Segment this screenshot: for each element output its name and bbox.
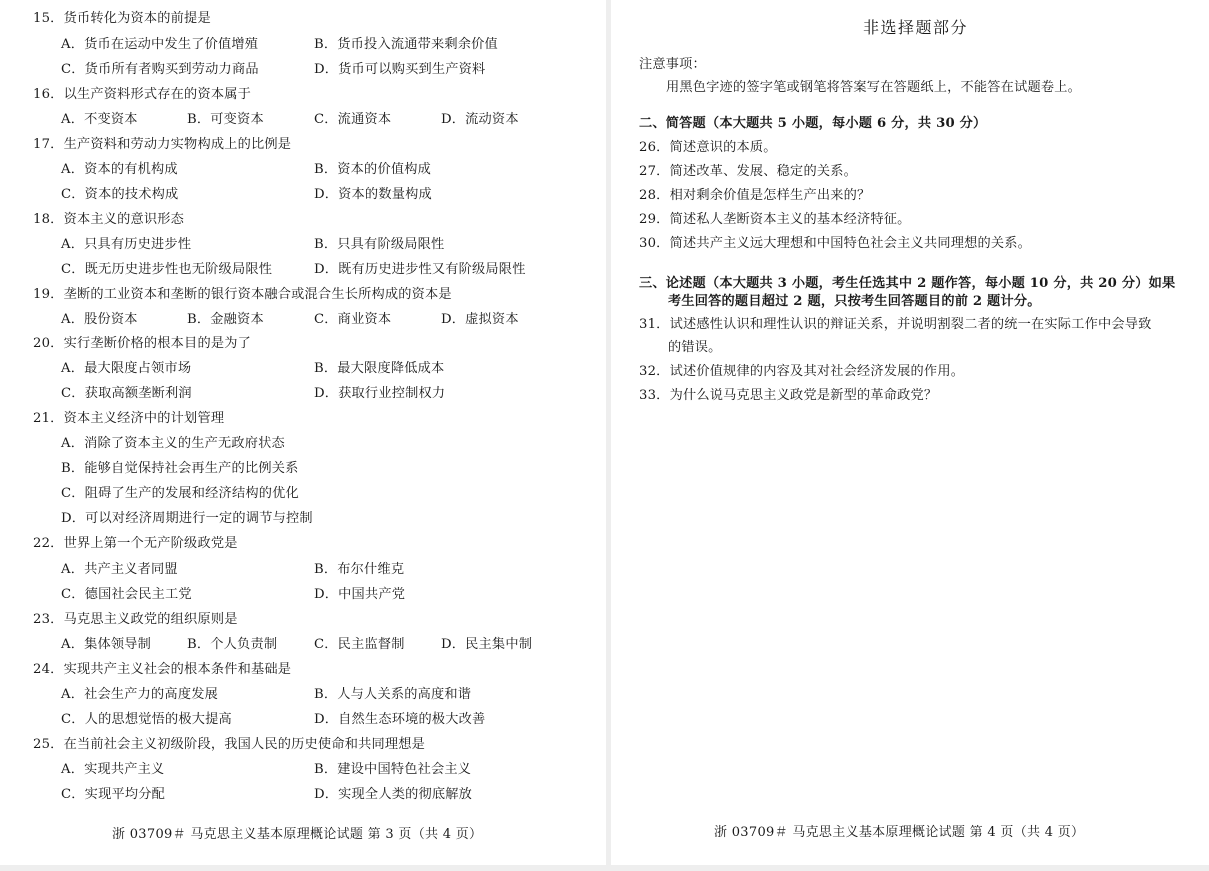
question-18-option-a: A．只具有历史进步性: [61, 237, 192, 252]
notice-text: 用黑色字迹的签字笔或钢笔将答案写在答题纸上，不能答在试题卷上。: [666, 80, 1082, 95]
question-31-line1: 31．试述感性认识和理性认识的辩证关系，并说明割裂二者的统一在实际工作中会导致: [639, 317, 1152, 332]
question-22-option-c: C．德国社会民主工党: [61, 587, 192, 602]
question-32: 32．试述价值规律的内容及其对社会经济发展的作用。: [639, 364, 965, 379]
question-16-option-d: D．流动资本: [441, 112, 519, 127]
question-17-option-d: D．资本的数量构成: [314, 187, 432, 202]
section-2-heading: 二、简答题（本大题共 5 小题，每小题 6 分，共 30 分）: [639, 116, 987, 131]
question-17-option-a: A．资本的有机构成: [61, 162, 178, 177]
question-24-option-b: B．人与人关系的高度和谐: [314, 687, 472, 702]
question-18-stem: 18．资本主义的意识形态: [33, 212, 185, 227]
exam-page-3: [0, 0, 606, 865]
question-30: 30．简述共产主义远大理想和中国特色社会主义共同理想的关系。: [639, 236, 1032, 251]
question-19-stem: 19．垄断的工业资本和垄断的银行资本融合或混合生长所构成的资本是: [33, 287, 452, 302]
question-17-option-b: B．资本的价值构成: [314, 162, 431, 177]
question-27: 27．简述改革、发展、稳定的关系。: [639, 164, 857, 179]
question-23-stem: 23．马克思主义政党的组织原则是: [33, 612, 238, 627]
question-16-stem: 16．以生产资料形式存在的资本属于: [33, 87, 251, 102]
question-15-option-d: D．货币可以购买到生产资料: [314, 62, 486, 77]
question-29: 29．简述私人垄断资本主义的基本经济特征。: [639, 212, 911, 227]
question-17-stem: 17．生产资料和劳动力实物构成上的比例是: [33, 137, 292, 152]
question-23-option-d: D．民主集中制: [441, 637, 533, 652]
question-23-option-c: C．民主监督制: [314, 637, 405, 652]
question-20-option-d: D．获取行业控制权力: [314, 386, 446, 401]
question-22-option-d: D．中国共产党: [314, 587, 406, 602]
question-25-stem: 25．在当前社会主义初级阶段，我国人民的历史使命和共同理想是: [33, 737, 426, 752]
question-21-stem: 21．资本主义经济中的计划管理: [33, 411, 225, 426]
question-23-option-b: B．个人负责制: [187, 637, 278, 652]
question-19-option-a: A．股份资本: [61, 312, 138, 327]
question-25-option-c: C．实现平均分配: [61, 787, 166, 802]
question-18-option-b: B．只具有阶级局限性: [314, 237, 445, 252]
question-15-stem: 15．货币转化为资本的前提是: [33, 11, 211, 26]
question-15-option-c: C．货币所有者购买到劳动力商品: [61, 62, 259, 77]
question-19-option-d: D．虚拟资本: [441, 312, 519, 327]
question-24-stem: 24．实现共产主义社会的根本条件和基础是: [33, 662, 292, 677]
question-20-stem: 20．实行垄断价格的根本目的是为了: [33, 336, 251, 351]
page-3-footer: 浙 03709＃ 马克思主义基本原理概论试题 第 3 页（共 4 页）: [112, 827, 483, 842]
section-title: 非选择题部分: [863, 18, 969, 37]
question-24-option-a: A．社会生产力的高度发展: [61, 687, 218, 702]
question-15-option-b: B．货币投入流通带来剩余价值: [314, 37, 498, 52]
question-20-option-b: B．最大限度降低成本: [314, 361, 445, 376]
section-3-heading-line2: 考生回答的题目超过 2 题，只按考生回答题目的前 2 题计分。: [668, 294, 1041, 309]
question-20-option-a: A．最大限度占领市场: [61, 361, 192, 376]
question-25-option-d: D．实现全人类的彻底解放: [314, 787, 473, 802]
question-16-option-a: A．不变资本: [61, 112, 138, 127]
page-4-footer: 浙 03709＃ 马克思主义基本原理概论试题 第 4 页（共 4 页）: [714, 825, 1085, 840]
question-20-option-c: C．获取高额垄断利润: [61, 386, 192, 401]
question-21-option-b: B．能够自觉保持社会再生产的比例关系: [61, 461, 299, 476]
question-33: 33．为什么说马克思主义政党是新型的革命政党？: [639, 388, 938, 403]
question-24-option-c: C．人的思想觉悟的极大提高: [61, 712, 232, 727]
question-19-option-c: C．商业资本: [314, 312, 392, 327]
question-22-stem: 22．世界上第一个无产阶级政党是: [33, 536, 238, 551]
notice-label: 注意事项：: [639, 57, 706, 72]
question-21-option-a: A．消除了资本主义的生产无政府状态: [61, 436, 285, 451]
question-16-option-b: B．可变资本: [187, 112, 264, 127]
question-22-option-b: B．布尔什维克: [314, 562, 405, 577]
question-22-option-a: A．共产主义者同盟: [61, 562, 178, 577]
question-28: 28．相对剩余价值是怎样生产出来的？: [639, 188, 871, 203]
question-18-option-c: C．既无历史进步性也无阶级局限性: [61, 262, 273, 277]
question-19-option-b: B．金融资本: [187, 312, 264, 327]
question-16-option-c: C．流通资本: [314, 112, 392, 127]
question-31-line2: 的错误。: [668, 340, 722, 355]
question-25-option-a: A．实现共产主义: [61, 762, 165, 777]
question-17-option-c: C．资本的技术构成: [61, 187, 179, 202]
question-21-option-c: C．阻碍了生产的发展和经济结构的优化: [61, 486, 299, 501]
section-3-heading-line1: 三、论述题（本大题共 3 小题，考生任选其中 2 题作答，每小题 10 分，共 20 分）如果: [639, 276, 1176, 291]
question-26: 26．简述意识的本质。: [639, 140, 777, 155]
question-23-option-a: A．集体领导制: [61, 637, 152, 652]
question-24-option-d: D．自然生态环境的极大改善: [314, 712, 486, 727]
question-18-option-d: D．既有历史进步性又有阶级局限性: [314, 262, 526, 277]
question-25-option-b: B．建设中国特色社会主义: [314, 762, 472, 777]
exam-page-4: [611, 0, 1209, 865]
question-21-option-d: D．可以对经济周期进行一定的调节与控制: [61, 511, 313, 526]
question-15-option-a: A．货币在运动中发生了价值增殖: [61, 37, 259, 52]
